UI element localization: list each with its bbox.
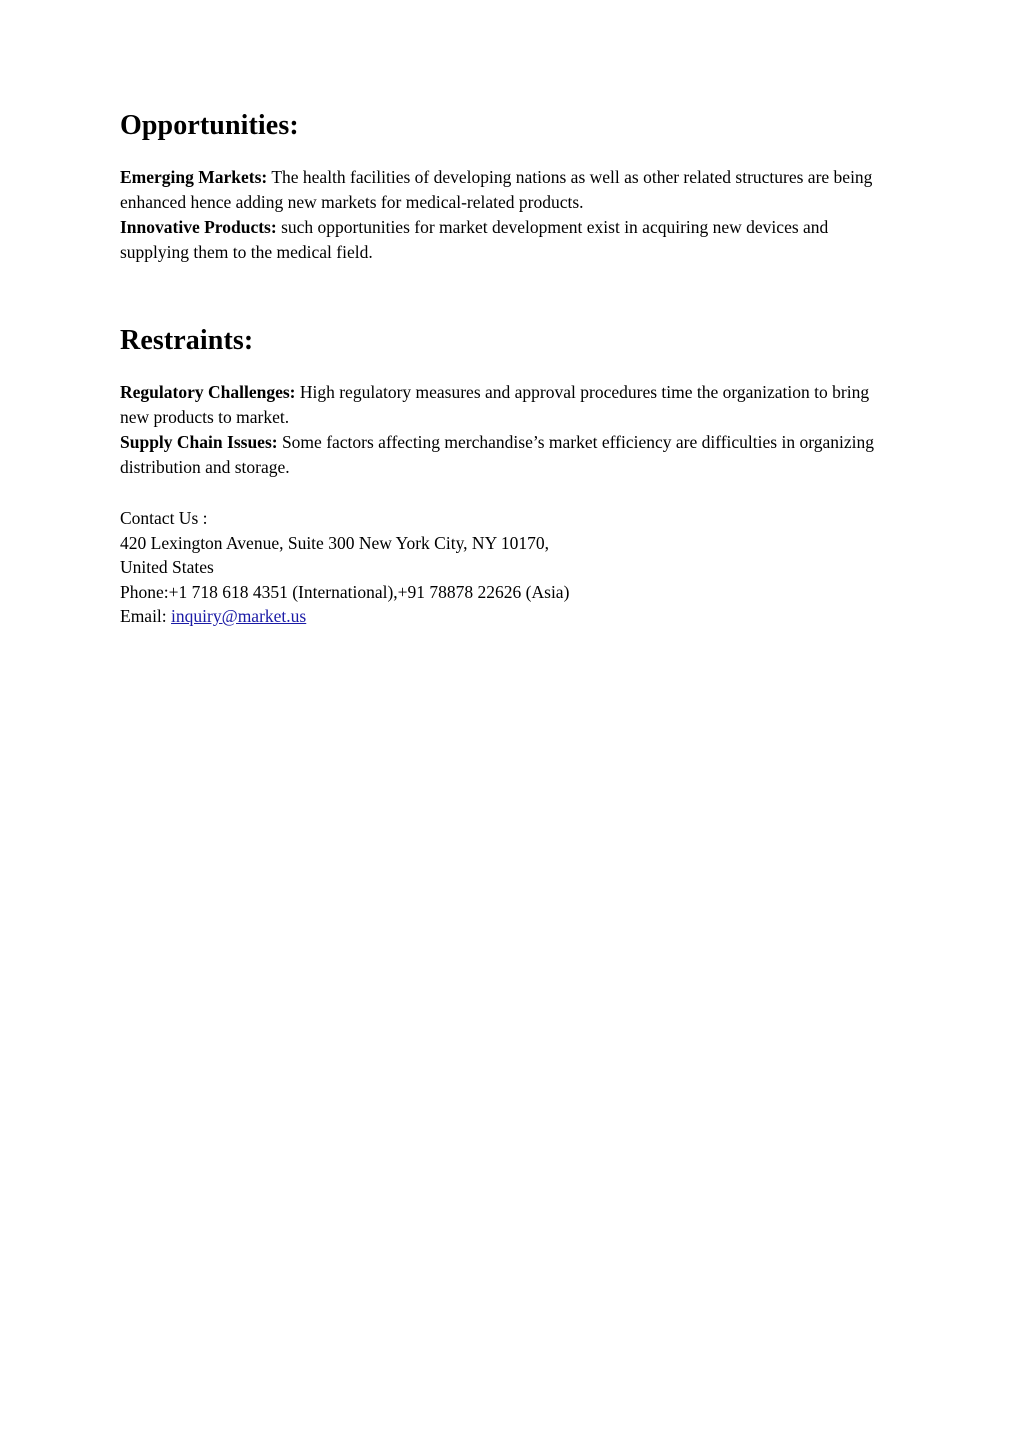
- paragraph-regulatory-challenges: [120, 380, 880, 430]
- contact-block: [120, 506, 880, 629]
- paragraph-emerging-markets: [120, 165, 880, 215]
- document-body: [120, 108, 880, 629]
- paragraph-text-regulatory-challenges: High regulatory measures and approval procedures time the organization to bring new products to market.: [120, 382, 870, 427]
- paragraph-lead-supply-chain-issues: Supply Chain Issues:: [120, 432, 278, 452]
- paragraph-supply-chain-issues: [120, 430, 880, 480]
- spacer: [120, 265, 880, 323]
- paragraph-text-innovative-products: such opportunities for market development exist in acquiring new devices and supplying them to the medical field.: [120, 217, 829, 262]
- contact-email-line: [120, 604, 880, 629]
- paragraph-lead-emerging-markets: Emerging Markets:: [120, 167, 268, 187]
- paragraph-text-supply-chain-issues: Some factors affecting merchandise’s market efficiency are difficulties in organizing distribution and storage.: [120, 432, 874, 477]
- spacer: [120, 480, 880, 506]
- paragraph-lead-regulatory-challenges: Regulatory Challenges:: [120, 382, 296, 402]
- contact-label: Contact Us :: [120, 508, 208, 528]
- contact-address-line-1: 420 Lexington Avenue, Suite 300 New York City, NY 10170,: [120, 532, 550, 553]
- spacer: [120, 143, 880, 165]
- paragraph-lead-innovative-products: Innovative Products:: [120, 217, 277, 237]
- contact-email-link[interactable]: inquiry@market.us: [171, 606, 307, 626]
- section-heading-restraints: Restraints:: [120, 325, 254, 356]
- contact-address-line-2: United States: [120, 557, 214, 577]
- contact-phone: Phone:+1 718 618 4351 (International),+91 78878 22626 (Asia): [120, 581, 570, 602]
- contact-email-label: Email:: [120, 606, 172, 626]
- section-heading-opportunities: Opportunities:: [120, 110, 299, 141]
- paragraph-innovative-products: [120, 215, 880, 265]
- paragraph-text-emerging-markets: The health facilities of developing nations as well as other related structures are being enhanced hence adding new markets for medical-related products.: [120, 167, 873, 212]
- spacer: [120, 358, 880, 380]
